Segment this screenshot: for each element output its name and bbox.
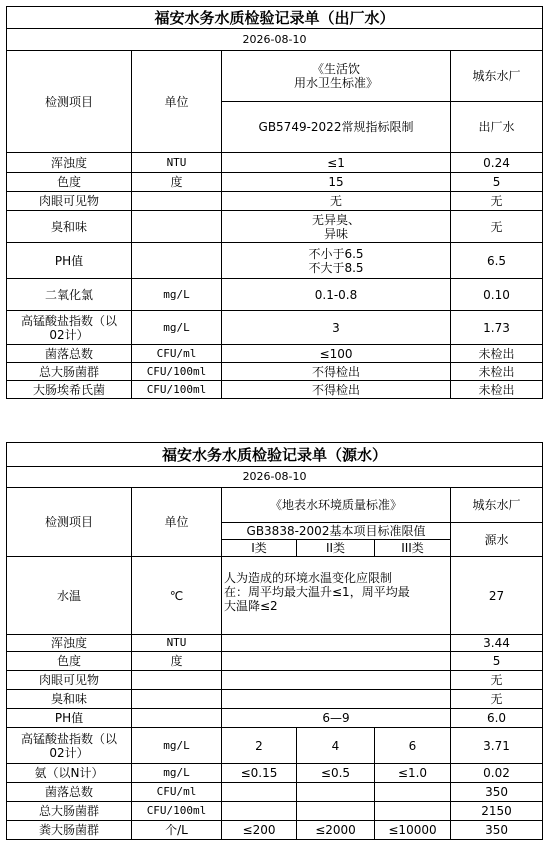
row-item: 高锰酸盐指数（以 02计）	[7, 311, 132, 345]
row-limit: 不小于6.5 不大于8.5	[222, 243, 451, 279]
row-unit: CFU/100ml	[132, 381, 222, 399]
header-limit: GB3838-2002基本项目标准限值	[222, 523, 451, 540]
table-row	[7, 153, 543, 173]
row-value: 2150	[451, 802, 543, 821]
row-limit-class-2: ≤0.5	[297, 764, 375, 783]
source-water-date: 2026-08-10	[7, 467, 543, 488]
row-item: PH值	[7, 709, 132, 728]
table-row	[7, 243, 543, 279]
row-value: 350	[451, 783, 543, 802]
row-unit: mg/L	[132, 311, 222, 345]
row-value: 0.24	[451, 153, 543, 173]
row-value: 3.44	[451, 635, 543, 652]
table-row	[7, 635, 543, 652]
row-limit	[222, 652, 451, 671]
header-water-type: 出厂水	[451, 102, 543, 153]
row-item: 菌落总数	[7, 783, 132, 802]
row-value: 无	[451, 671, 543, 690]
finished-water-title: 福安水务水质检验记录单（出厂水）	[7, 7, 543, 29]
row-value: 未检出	[451, 381, 543, 399]
row-unit: mg/L	[132, 764, 222, 783]
row-limit-class-2	[297, 802, 375, 821]
row-item: 粪大肠菌群	[7, 821, 132, 840]
header-unit: 单位	[132, 488, 222, 557]
row-limit	[222, 690, 451, 709]
row-value: 6.0	[451, 709, 543, 728]
header-plant: 城东水厂	[451, 488, 543, 523]
table-row	[7, 173, 543, 192]
header-standard: 《地表水环境质量标准》	[222, 488, 451, 523]
row-value: 无	[451, 211, 543, 243]
row-item: 肉眼可见物	[7, 671, 132, 690]
row-unit: mg/L	[132, 728, 222, 764]
row-unit	[132, 690, 222, 709]
row-limit: 无	[222, 192, 451, 211]
header-class-2: II类	[297, 540, 375, 557]
table-row	[7, 802, 543, 821]
row-unit: CFU/100ml	[132, 363, 222, 381]
table-row	[7, 821, 543, 840]
row-limit-class-1	[222, 783, 297, 802]
row-limit	[222, 635, 451, 652]
header-class-1: I类	[222, 540, 297, 557]
row-value: 27	[451, 557, 543, 635]
row-value: 6.5	[451, 243, 543, 279]
table-row	[7, 279, 543, 311]
row-unit: 个/L	[132, 821, 222, 840]
row-value: 0.10	[451, 279, 543, 311]
finished-water-date: 2026-08-10	[7, 29, 543, 51]
header-item: 检测项目	[7, 488, 132, 557]
table-row	[7, 345, 543, 363]
row-value: 0.02	[451, 764, 543, 783]
table-row	[7, 728, 543, 764]
table-row	[7, 764, 543, 783]
table-row	[7, 671, 543, 690]
row-limit: 无异臭、 异味	[222, 211, 451, 243]
row-value: 1.73	[451, 311, 543, 345]
row-limit-class-3	[375, 802, 451, 821]
row-unit: mg/L	[132, 279, 222, 311]
row-unit	[132, 709, 222, 728]
header-item: 检测项目	[7, 51, 132, 153]
header-water-type: 源水	[451, 523, 543, 557]
row-limit: 3	[222, 311, 451, 345]
row-item: PH值	[7, 243, 132, 279]
row-limit-class-3: 6	[375, 728, 451, 764]
row-limit: 6—9	[222, 709, 451, 728]
source-water-table	[6, 442, 543, 840]
table-row	[7, 709, 543, 728]
row-item: 色度	[7, 652, 132, 671]
header-limit: GB5749-2022常规指标限制	[222, 102, 451, 153]
row-value: 5	[451, 652, 543, 671]
row-limit-class-3: ≤1.0	[375, 764, 451, 783]
row-limit-class-1: ≤200	[222, 821, 297, 840]
row-unit	[132, 243, 222, 279]
row-limit-class-2: 4	[297, 728, 375, 764]
header-class-3: III类	[375, 540, 451, 557]
row-limit: 不得检出	[222, 381, 451, 399]
row-value: 350	[451, 821, 543, 840]
row-limit: ≤1	[222, 153, 451, 173]
row-unit: 度	[132, 173, 222, 192]
row-value: 未检出	[451, 345, 543, 363]
row-item: 肉眼可见物	[7, 192, 132, 211]
row-item: 臭和味	[7, 690, 132, 709]
table-row	[7, 783, 543, 802]
row-limit-class-2: ≤2000	[297, 821, 375, 840]
row-limit-class-3: ≤10000	[375, 821, 451, 840]
header-unit: 单位	[132, 51, 222, 153]
row-limit-class-1	[222, 802, 297, 821]
row-item: 水温	[7, 557, 132, 635]
row-limit: 15	[222, 173, 451, 192]
table-row	[7, 311, 543, 345]
table-row	[7, 652, 543, 671]
row-value: 3.71	[451, 728, 543, 764]
row-item: 总大肠菌群	[7, 802, 132, 821]
row-limit-class-3	[375, 783, 451, 802]
row-item: 臭和味	[7, 211, 132, 243]
table-row	[7, 381, 543, 399]
row-unit: 度	[132, 652, 222, 671]
row-item: 总大肠菌群	[7, 363, 132, 381]
row-limit: ≤100	[222, 345, 451, 363]
row-item: 浑浊度	[7, 153, 132, 173]
row-limit: 0.1-0.8	[222, 279, 451, 311]
row-limit	[222, 671, 451, 690]
row-item: 高锰酸盐指数（以 02计）	[7, 728, 132, 764]
table-row	[7, 211, 543, 243]
row-item: 菌落总数	[7, 345, 132, 363]
row-item: 色度	[7, 173, 132, 192]
row-item: 大肠埃希氏菌	[7, 381, 132, 399]
row-item: 二氧化氯	[7, 279, 132, 311]
source-water-title: 福安水务水质检验记录单（源水）	[7, 443, 543, 467]
table-row	[7, 363, 543, 381]
table-row	[7, 690, 543, 709]
row-unit	[132, 192, 222, 211]
row-unit	[132, 671, 222, 690]
finished-water-table	[6, 6, 543, 399]
row-unit: NTU	[132, 635, 222, 652]
row-limit: 不得检出	[222, 363, 451, 381]
row-unit: CFU/ml	[132, 345, 222, 363]
row-limit-class-2	[297, 783, 375, 802]
row-unit: ℃	[132, 557, 222, 635]
header-standard: 《生活饮 用水卫生标准》	[222, 51, 451, 102]
row-value: 5	[451, 173, 543, 192]
row-limit-class-1: 2	[222, 728, 297, 764]
row-value: 未检出	[451, 363, 543, 381]
row-item: 浑浊度	[7, 635, 132, 652]
row-unit: NTU	[132, 153, 222, 173]
row-unit: CFU/100ml	[132, 802, 222, 821]
row-value: 无	[451, 690, 543, 709]
header-plant: 城东水厂	[451, 51, 543, 102]
row-item: 氨（以N计）	[7, 764, 132, 783]
row-unit: CFU/ml	[132, 783, 222, 802]
row-limit-class-1: ≤0.15	[222, 764, 297, 783]
row-value: 无	[451, 192, 543, 211]
row-unit	[132, 211, 222, 243]
table-row	[7, 192, 543, 211]
table-row	[7, 557, 543, 635]
row-limit: 人为造成的环境水温变化应限制 在：周平均最大温升≤1，周平均最 大温降≤2	[222, 557, 451, 635]
